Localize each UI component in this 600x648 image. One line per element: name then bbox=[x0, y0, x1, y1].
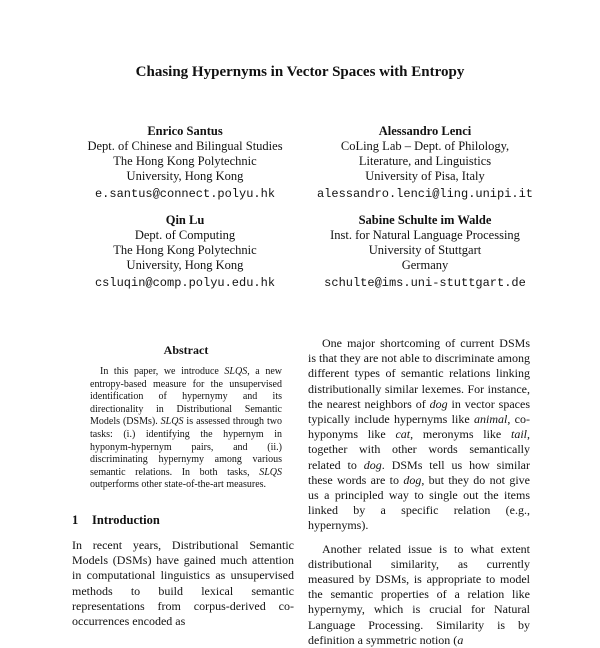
abstract-body: In this paper, we introduce SLQS, a new entropy-based measure for the unsupervised identification of hypernymy and its directionality in Distributional Semantic Models (DSMs). SLQS is assessed through two tasks: (i.) identifying the hypernym in hyponym-hypernym pairs, and (ii.) discriminating hypernymy among various semantic relations. In both tasks, SLQS outperforms other state-of-the-art measures. bbox=[90, 366, 282, 491]
author-email: schulte@ims.uni-stuttgart.de bbox=[324, 276, 526, 290]
author-affiliation: Inst. for Natural Language Processing bbox=[330, 228, 520, 242]
intro-paragraph: In recent years, Distributional Semantic Models (DSMs) have gained much attention in computational linguistics as unsupervised methods to build lexical semantic representations from corpus-derived co-occurrences encoded as bbox=[72, 538, 294, 629]
author-affiliation: University, Hong Kong bbox=[126, 169, 244, 183]
author-affiliation: CoLing Lab – Dept. of Philology, bbox=[340, 139, 510, 153]
author-affiliation: Dept. of Computing bbox=[134, 228, 236, 242]
author-name: Alessandro Lenci bbox=[378, 124, 472, 138]
author-block bbox=[70, 213, 300, 291]
author-affiliation: The Hong Kong Polytechnic bbox=[113, 243, 257, 257]
right-column bbox=[308, 336, 530, 648]
author-affiliation: University, Hong Kong bbox=[126, 258, 244, 272]
author-affiliation: University of Pisa, Italy bbox=[365, 169, 485, 183]
author-name: Enrico Santus bbox=[147, 124, 223, 138]
author-email: alessandro.lenci@ling.unipi.it bbox=[316, 187, 534, 201]
author-block bbox=[70, 124, 300, 202]
author-email: csluqin@comp.polyu.edu.hk bbox=[94, 276, 276, 290]
author-affiliation: Literature, and Linguistics bbox=[358, 154, 492, 168]
author-affiliation: Germany bbox=[401, 258, 449, 272]
body-paragraph: One major shortcoming of current DSMs is that they are not able to discriminate among different types of semantic relations linking distributionally similar lexemes. For instance, the nearest neighbors of dog in vector spaces typically include hypernyms like animal, co-hyponyms like cat, meronyms like tail, together with other words semantically related to dog. DSMs tell us how similar these words are to dog, but they do not give us a principled way to single out the items linked by a specific relation (e.g., hypernyms). bbox=[308, 336, 531, 533]
author-affiliation: Dept. of Chinese and Bilingual Studies bbox=[87, 139, 283, 153]
section-title: Introduction bbox=[92, 513, 160, 527]
paper-title: Chasing Hypernyms in Vector Spaces with Entropy bbox=[135, 64, 465, 80]
author-email: e.santus@connect.polyu.hk bbox=[94, 187, 276, 201]
author-block bbox=[290, 124, 560, 202]
body-paragraph: Another related issue is to what extent distributional similarity, as currently measured by DSMs, is appropriate to model the semantic properties of a relation like hypernymy, which is crucial for Natural Language Processing. Similarity is by definition a symmetric notion (a bbox=[308, 541, 530, 647]
author-affiliation: University of Stuttgart bbox=[368, 243, 482, 257]
author-name: Qin Lu bbox=[165, 213, 205, 227]
author-name: Sabine Schulte im Walde bbox=[358, 213, 492, 227]
section-heading bbox=[72, 513, 160, 528]
section-number: 1 bbox=[72, 513, 79, 527]
author-affiliation: The Hong Kong Polytechnic bbox=[113, 154, 257, 168]
author-block bbox=[290, 213, 560, 291]
abstract-heading: Abstract bbox=[163, 343, 209, 357]
